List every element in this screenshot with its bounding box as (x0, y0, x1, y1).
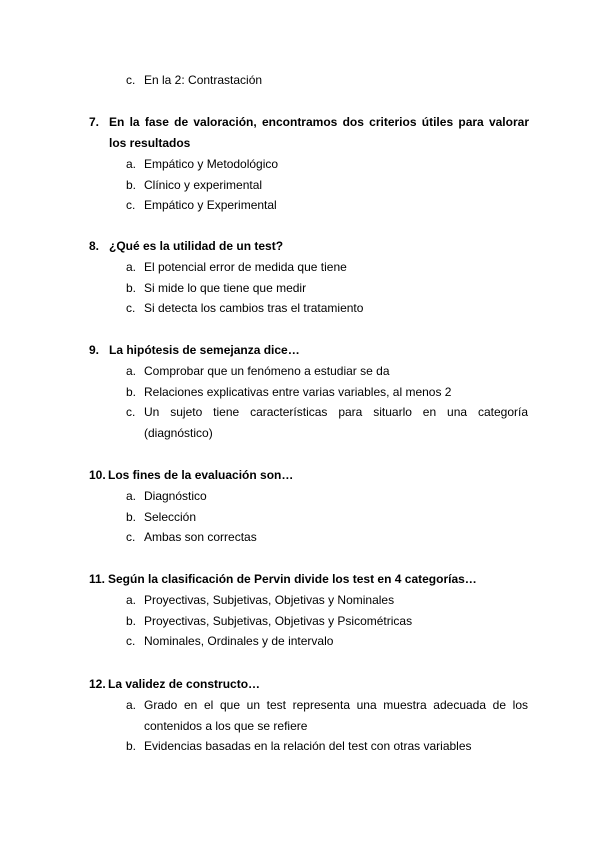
option-a (126, 590, 528, 611)
option-text: Grado en el que un test representa una muestra adecuada de los contenidos a los que se refiere (144, 698, 528, 733)
option-letter: b. (126, 509, 137, 524)
option-letter: a. (126, 593, 137, 607)
option-c (126, 527, 528, 548)
option-list (89, 695, 529, 757)
option-letter: b. (126, 384, 137, 399)
option-b (126, 736, 528, 757)
question-heading (89, 236, 529, 257)
option-b (126, 611, 528, 632)
option-letter: a. (126, 698, 137, 712)
option-list (89, 590, 529, 652)
question-heading (89, 340, 529, 361)
option-text: Nominales, Ordinales y de intervalo (144, 634, 334, 648)
option-list (89, 257, 529, 319)
question-number: 7. (89, 115, 100, 129)
option-text: Evidencias basadas en la relación del test con otras variables (144, 739, 472, 753)
option-letter: c. (126, 405, 136, 419)
option-text: El potencial error de medida que tiene (144, 260, 347, 274)
question-9 (89, 340, 529, 443)
option-b (126, 278, 528, 299)
option-text: Relaciones explicativas entre varias variables, al menos 2 (144, 384, 452, 399)
question-number: 11. (89, 572, 106, 586)
question-number: 9. (89, 343, 100, 357)
option-c (126, 631, 528, 652)
option-letter: c. (126, 198, 136, 212)
option-text: En la 2: Contrastación (144, 73, 263, 87)
option-letter: c. (126, 301, 136, 315)
option-letter: c. (126, 530, 136, 544)
question-text: Los fines de la evaluación son… (108, 468, 294, 482)
option-c (126, 298, 528, 319)
option-list (89, 361, 529, 443)
question-text: La hipótesis de semejanza dice… (109, 343, 300, 357)
option-b (126, 175, 528, 196)
question-heading (89, 674, 529, 695)
option-a (126, 257, 528, 278)
option-c (126, 402, 528, 443)
question-number: 12. (89, 677, 106, 691)
option-letter: b. (126, 280, 137, 295)
option-list (89, 154, 529, 216)
option-text: Si mide lo que tiene que medir (144, 280, 307, 295)
question-8 (89, 236, 529, 319)
question-text: ¿Qué es la utilidad de un test? (109, 239, 284, 253)
option-b (126, 507, 528, 528)
option-a (126, 695, 528, 736)
question-number: 10. (89, 468, 106, 482)
question-10 (89, 465, 529, 548)
option-text: Selección (144, 509, 197, 524)
question-heading (89, 569, 529, 590)
question-text: Según la clasificación de Pervin divide los test en 4 categorías… (108, 572, 477, 586)
option-letter: b. (126, 613, 137, 628)
option-letter: a. (126, 489, 137, 503)
question-11 (89, 569, 529, 652)
option-text: Empático y Metodológico (144, 157, 279, 171)
question-7 (89, 112, 529, 216)
option-a (126, 361, 528, 382)
option-letter: c. (126, 73, 136, 87)
question-text: La validez de constructo… (108, 677, 261, 691)
option-c (126, 195, 528, 216)
option-letter: b. (126, 177, 137, 192)
option-letter: b. (126, 739, 137, 753)
question-number: 8. (89, 239, 100, 253)
option-b (126, 382, 528, 403)
option-text: Si detecta los cambios tras el tratamiento (144, 301, 364, 315)
option-text: Clínico y experimental (144, 177, 263, 192)
option-list (89, 486, 529, 548)
option-text: Proyectivas, Subjetivas, Objetivas y Nominales (144, 593, 395, 607)
option-text: Un sujeto tiene características para situarlo en una categoría (diagnóstico) (144, 405, 528, 440)
option-text: Ambas son correctas (144, 530, 257, 544)
question-text: En la fase de valoración, encontramos dos criterios útiles para valorar los resultados (109, 115, 529, 150)
question-heading (89, 112, 529, 154)
option-text: Comprobar que un fenómeno a estudiar se da (144, 364, 390, 378)
option-letter: a. (126, 260, 137, 274)
option-letter: a. (126, 364, 137, 378)
option-a (126, 486, 528, 507)
option-text: Empático y Experimental (144, 198, 277, 212)
option-a (126, 154, 528, 175)
option-letter: c. (126, 634, 136, 648)
option-text: Proyectivas, Subjetivas, Objetivas y Psicométricas (144, 613, 413, 628)
question-12 (89, 674, 529, 757)
question-heading (89, 465, 529, 486)
continuation-option (126, 70, 528, 91)
option-letter: a. (126, 157, 137, 171)
option-text: Diagnóstico (144, 489, 207, 503)
